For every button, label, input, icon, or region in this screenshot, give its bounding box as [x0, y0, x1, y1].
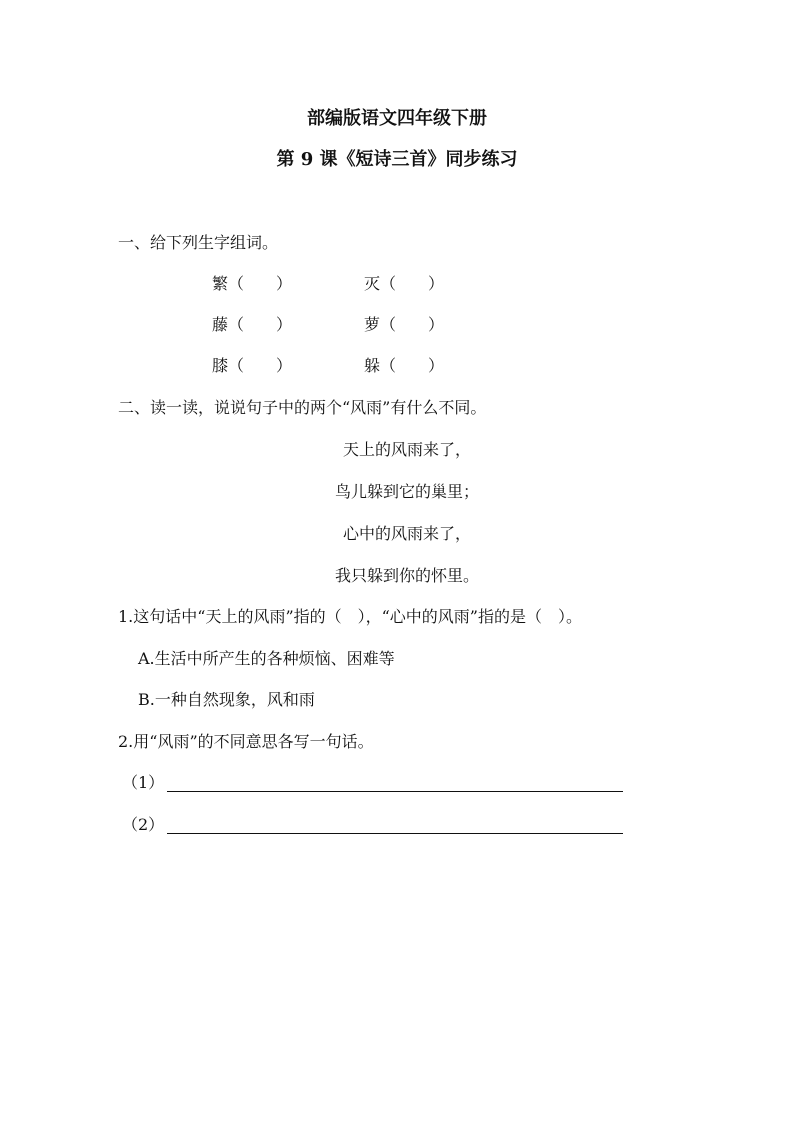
answer-line-1[interactable]: [167, 791, 623, 792]
answer-line-2[interactable]: [167, 833, 623, 834]
poem-line-4: 我只躲到你的怀里。: [334, 566, 479, 585]
word-item-xi: 膝（ ）: [212, 356, 293, 375]
worksheet-title: 部编版语文四年级下册: [307, 108, 487, 129]
section-2-heading: 二、读一读，说说句子中的两个“风雨”有什么不同。: [118, 398, 487, 417]
word-item-duo: 躲（ ）: [364, 356, 445, 375]
question-2: 2.用“风雨”的不同意思各写一句话。: [118, 732, 374, 751]
word-item-mie: 灭（ ）: [364, 274, 445, 293]
poem-line-1: 天上的风雨来了，: [342, 440, 471, 459]
word-item-teng: 藤（ ）: [212, 315, 293, 334]
poem-line-2: 鸟儿躲到它的巢里；: [334, 482, 479, 501]
section-1-heading: 一、给下列生字组词。: [118, 233, 279, 252]
answer-label-2: （2）: [122, 815, 165, 834]
word-item-fan: 繁（ ）: [212, 274, 293, 293]
question-1: 1.这句话中“天上的风雨”指的（ ），“心中的风雨”指的是（ ）。: [118, 607, 582, 626]
option-a: A.生活中所产生的各种烦恼、困难等: [138, 649, 395, 668]
word-item-luo: 萝（ ）: [364, 315, 445, 334]
worksheet-subtitle: 第 9 课《短诗三首》同步练习: [276, 149, 518, 170]
option-b: B.一种自然现象，风和雨: [138, 690, 315, 709]
poem-line-3: 心中的风雨来了，: [342, 524, 471, 543]
answer-label-1: （1）: [122, 773, 165, 792]
